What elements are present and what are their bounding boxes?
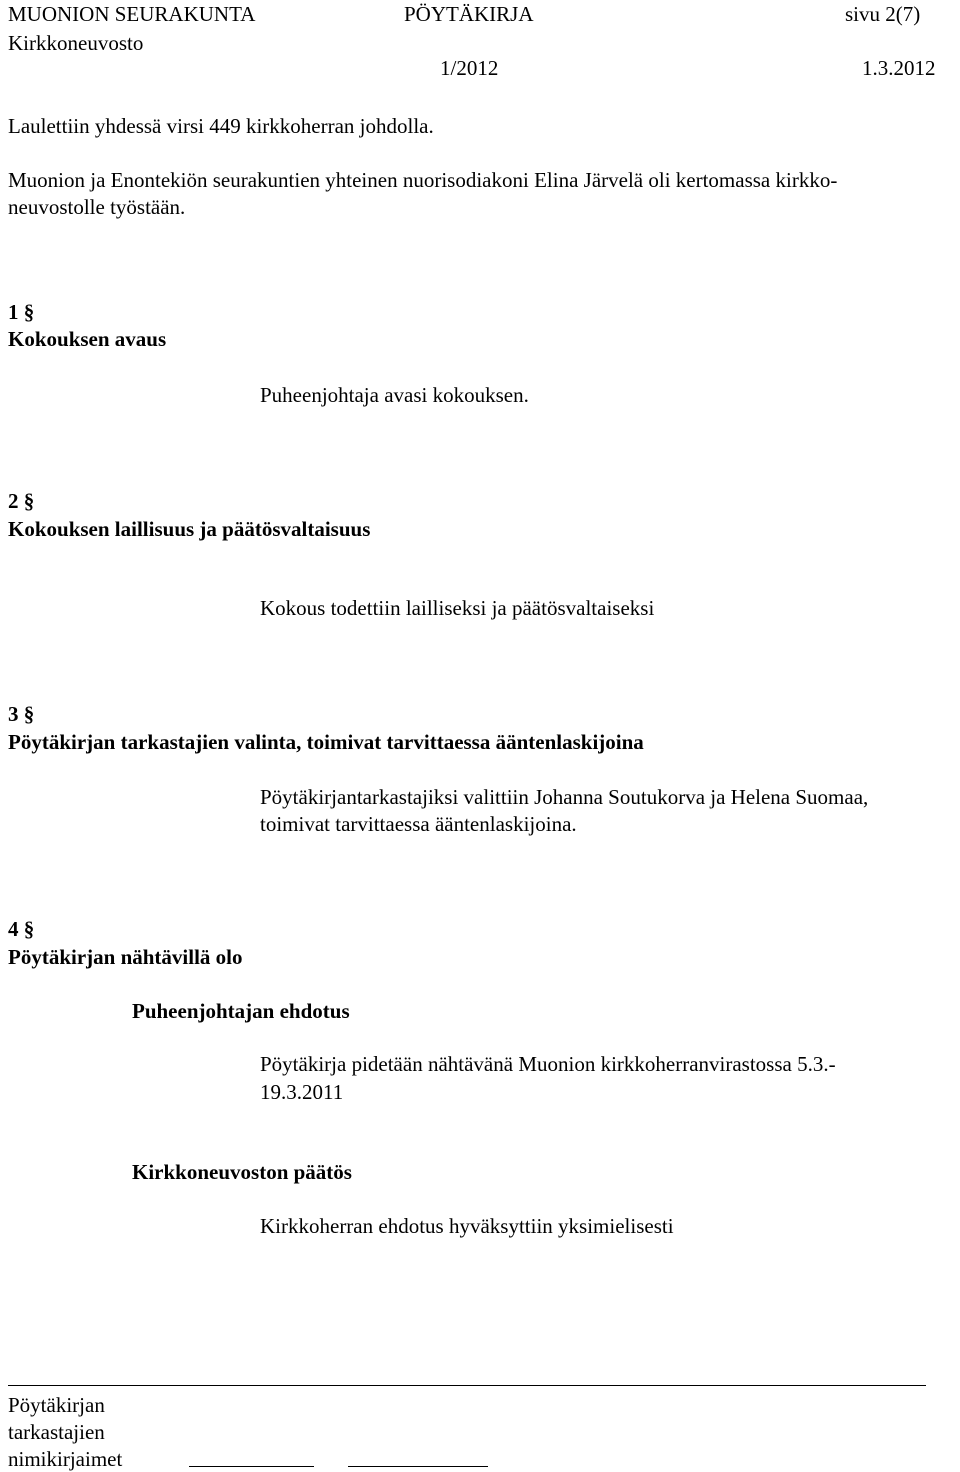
meeting-date: 1.3.2012 — [862, 56, 936, 80]
footer-label-line-3: nimikirjaimet — [8, 1447, 123, 1471]
proposal-line-2: 19.3.2011 — [260, 1080, 344, 1104]
meeting-body: Kirkkoneuvosto — [8, 31, 144, 55]
meeting-number: 1/2012 — [440, 56, 499, 80]
section-4-number: 4 § — [8, 917, 35, 941]
footer-label-line-1: Pöytäkirjan — [8, 1393, 105, 1417]
footer-label-line-2: tarkastajien — [8, 1420, 105, 1444]
section-3-text-line-1: Pöytäkirjantarkastajiksi valittiin Johanna Soutukorva ja Helena Suomaa, — [260, 785, 869, 809]
guest-line-2: neuvostolle työstään. — [8, 195, 186, 219]
initials-line-1[interactable] — [189, 1466, 314, 1467]
section-1-number: 1 § — [8, 300, 35, 324]
section-1-title: Kokouksen avaus — [8, 327, 167, 351]
decision-text: Kirkkoherran ehdotus hyväksyttiin yksimielisesti — [260, 1214, 674, 1238]
section-2-text: Kokous todettiin lailliseksi ja päätösvaltaiseksi — [260, 596, 655, 620]
section-2-number: 2 § — [8, 489, 35, 513]
section-3-title: Pöytäkirjan tarkastajien valinta, toimivat tarvittaessa ääntenlaskijoina — [8, 730, 644, 754]
page-number: sivu 2(7) — [845, 2, 921, 26]
proposal-line-1: Pöytäkirja pidetään nähtävänä Muonion kirkkoherranvirastossa 5.3.- — [260, 1052, 836, 1076]
section-2-title: Kokouksen laillisuus ja päätösvaltaisuus — [8, 517, 371, 541]
section-1-text: Puheenjohtaja avasi kokouksen. — [260, 383, 529, 407]
section-4-title: Pöytäkirjan nähtävillä olo — [8, 945, 243, 969]
section-3-number: 3 § — [8, 702, 35, 726]
decision-heading: Kirkkoneuvoston päätös — [132, 1160, 352, 1184]
section-3-text-line-2: toimivat tarvittaessa ääntenlaskijoina. — [260, 812, 577, 836]
hymn-line: Laulettiin yhdessä virsi 449 kirkkoherran johdolla. — [8, 114, 434, 138]
initials-line-2[interactable] — [348, 1466, 488, 1467]
document-type: PÖYTÄKIRJA — [404, 2, 534, 26]
proposal-heading: Puheenjohtajan ehdotus — [132, 999, 350, 1023]
footer-rule — [8, 1385, 926, 1386]
guest-line-1: Muonion ja Enontekiön seurakuntien yhteinen nuorisodiakoni Elina Järvelä oli kertomassa kirkko- — [8, 168, 838, 192]
org-name: MUONION SEURAKUNTA — [8, 2, 256, 26]
